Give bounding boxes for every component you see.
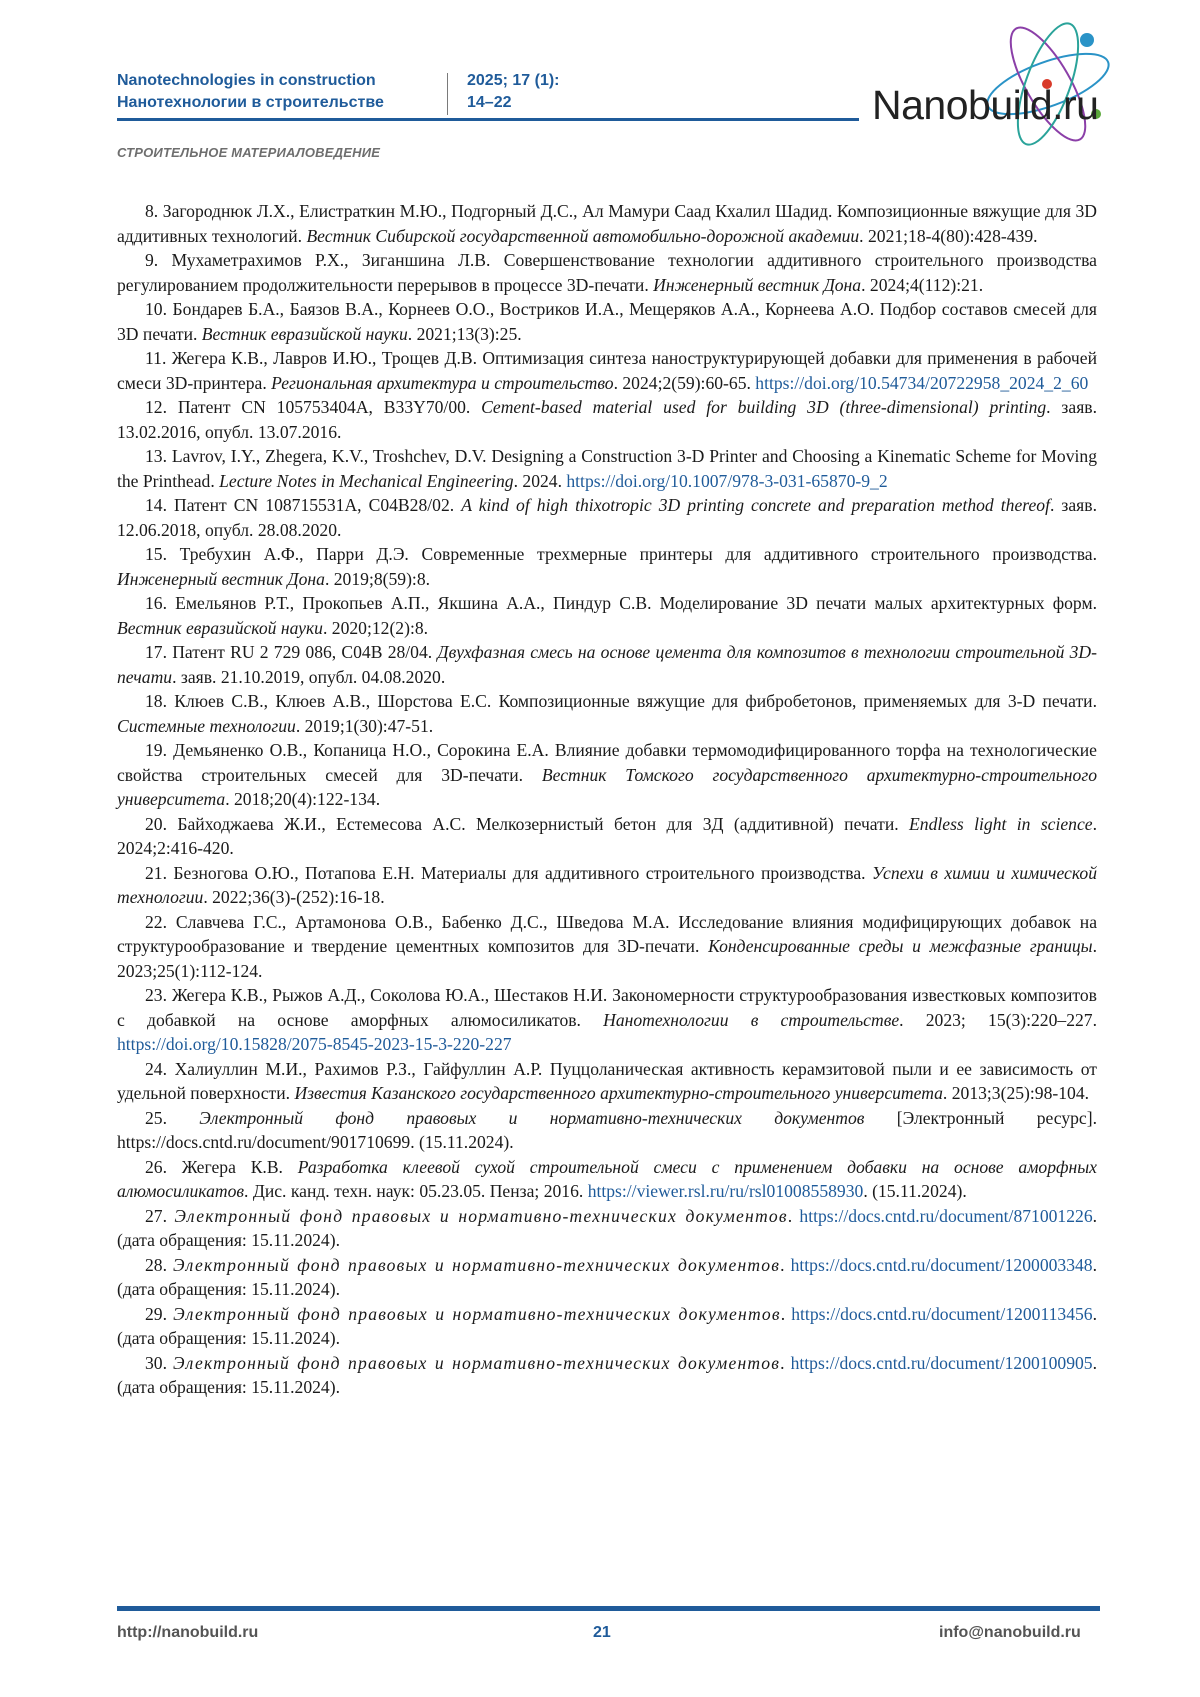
reference-text: .	[780, 1303, 792, 1324]
reference-list	[117, 199, 1097, 1400]
reference-source: Электронный фонд правовых и нормативно-технических документов	[173, 1352, 781, 1373]
reference-source: Endless light in science	[909, 813, 1093, 834]
reference-item	[117, 542, 1097, 591]
reference-text: 9. Мухаметрахимов Р.Х., Зиганшина Л.В. Совершенствование технологии аддитивного строительного производства регулированием продолжительности перерывов в процессе 3D-печати.	[117, 250, 1097, 295]
reference-source: Успехи в химии и химической технологии	[117, 862, 1097, 907]
footer-site-link[interactable]: http://nanobuild.ru	[117, 1624, 259, 1641]
reference-source: Разработка клеевой сухой строительной смеси с применением добавки на основе аморфных алюмосиликатов	[117, 1156, 1097, 1201]
reference-text: 8. Загороднюк Л.Х., Елистраткин М.Ю., Подгорный Д.С., Ал Мамури Саад Кхалил Шадид. Композиционные вяжущие для 3D аддитивных технологий.	[117, 201, 1097, 246]
reference-text: . 2023; 15(3):220–227.	[899, 1009, 1097, 1030]
reference-source: Вестник Томского государственного архитектурно-строительного университета	[117, 764, 1097, 809]
reference-text: 27.	[145, 1205, 175, 1226]
reference-source: A kind of high thixotropic 3D printing concrete and preparation method thereof	[461, 495, 1050, 515]
reference-source: Системные технологии	[117, 715, 296, 736]
reference-item	[117, 738, 1097, 812]
reference-link[interactable]: https://docs.cntd.ru/document/871001226	[799, 1205, 1093, 1226]
page-header	[0, 0, 1200, 170]
reference-item	[117, 812, 1097, 861]
journal-title-ru: Нанотехнологии в строительстве	[117, 94, 384, 111]
reference-link[interactable]: https://docs.cntd.ru/document/1200100905	[790, 1352, 1093, 1373]
reference-item	[117, 983, 1097, 1057]
reference-item	[117, 248, 1097, 297]
reference-item	[117, 493, 1097, 542]
reference-item	[117, 640, 1097, 689]
reference-text: . (дата обращения: 15.11.2024).	[117, 1352, 1098, 1397]
reference-link[interactable]: https://doi.org/10.54734/20722958_2024_2_60	[755, 372, 1089, 393]
reference-item	[117, 1057, 1097, 1106]
reference-text: . 2022;36(3)-(252):16-18.	[203, 887, 385, 907]
reference-text: . 2021;18-4(80):428-439.	[859, 225, 1038, 246]
reference-item	[117, 199, 1097, 248]
header-divider	[447, 73, 448, 115]
reference-source: Известия Казанского государственного архитектурно-строительного университета	[294, 1083, 943, 1103]
reference-item	[117, 910, 1097, 984]
reference-source: Вестник евразийской науки	[201, 323, 408, 344]
reference-text: . Дис. канд. техн. наук: 05.23.05. Пенза; 2016.	[244, 1181, 588, 1201]
reference-source: Lecture Notes in Mechanical Engineering	[219, 470, 514, 491]
reference-item	[117, 861, 1097, 910]
reference-item	[117, 591, 1097, 640]
reference-link[interactable]: https://viewer.rsl.ru/ru/rsl01008558930	[587, 1181, 864, 1201]
reference-item	[117, 297, 1097, 346]
issue-volume: 2025; 17 (1):	[467, 72, 560, 89]
footer-email-link[interactable]: info@nanobuild.ru	[939, 1624, 1081, 1641]
reference-link[interactable]: https://doi.org/10.15828/2075-8545-2023-15-3-220-227	[117, 1034, 512, 1054]
reference-text: 25.	[145, 1107, 200, 1128]
reference-text: . 2023;25(1):112-124.	[117, 936, 1097, 981]
reference-item	[117, 1106, 1097, 1155]
reference-item	[117, 346, 1097, 395]
reference-text: . 2024;2(59):60-65.	[613, 372, 756, 393]
reference-source: Вестник Сибирской государственной автомобильно-дорожной академии	[306, 225, 860, 246]
reference-text: . 2018;20(4):122-134.	[225, 789, 381, 809]
reference-text: 11. Жегера К.В., Лавров И.Ю., Трощев Д.В. Оптимизация синтеза наноструктурирующей добавки для применения в рабочей смеси 3D-принтера.	[117, 348, 1097, 393]
reference-text: . (15.11.2024).	[863, 1181, 967, 1201]
logo-text: Nanobuild.ru	[872, 82, 1099, 128]
reference-source: Электронный фонд правовых и нормативно-технических документов	[174, 1205, 788, 1226]
reference-text: 14. Патент CN 108715531A, C04B28/02.	[145, 495, 462, 515]
reference-text: 30.	[145, 1352, 174, 1373]
reference-text: 26. Жегера К.В.	[145, 1156, 298, 1177]
reference-text: . (дата обращения: 15.11.2024).	[117, 1303, 1098, 1348]
reference-source: Электронный фонд правовых и нормативно-технических документов	[199, 1107, 865, 1128]
reference-source: Региональная архитектура и строительство	[271, 372, 614, 393]
reference-item	[117, 1302, 1097, 1351]
reference-text: 28.	[145, 1254, 174, 1275]
reference-source: Двухфазная смесь на основе цемента для композитов в технологии строительной 3D-печати	[117, 642, 1097, 687]
reference-text: . (дата обращения: 15.11.2024).	[117, 1205, 1098, 1250]
reference-source: Инженерный вестник Дона	[653, 274, 862, 295]
reference-text: . 2019;1(30):47-51.	[295, 715, 434, 736]
reference-text: 20. Байходжаева Ж.И., Естемесова А.С. Мелкозернистый бетон для 3Д (аддитивной) печати.	[145, 813, 910, 834]
reference-text: 24. Халиуллин М.И., Рахимов Р.З., Гайфуллин А.Р. Пуццоланическая активность керамзитовой пыли и ее зависимость от удельной поверхности.	[117, 1058, 1097, 1103]
reference-text: 12. Патент CN 105753404A, B33Y70/00.	[145, 397, 482, 417]
section-title: СТРОИТЕЛЬНОЕ МАТЕРИАЛОВЕДЕНИЕ	[117, 145, 381, 160]
reference-text: 19. Демьяненко О.В., Копаница Н.О., Сорокина Е.А. Влияние добавки термомодифицированного торфа на технологические свойства строительных смесей для 3D-печати.	[117, 740, 1097, 785]
reference-text: 29.	[145, 1303, 174, 1324]
reference-link[interactable]: https://docs.cntd.ru/document/1200113456	[791, 1303, 1093, 1324]
reference-item	[117, 444, 1097, 493]
reference-text: 16. Емельянов Р.Т., Прокопьев А.П., Якшина А.А., Пиндур С.В. Моделирование 3D печати малых архитектурных форм.	[145, 593, 1097, 613]
reference-text: 23. Жегера К.В., Рыжов А.Д., Соколова Ю.А., Шестаков Н.И. Закономерности структурообразования известковых композитов с добавкой на основе аморфных алюмосиликатов.	[117, 985, 1097, 1030]
reference-text: 22. Славчева Г.С., Артамонова О.В., Бабенко Д.С., Шведова М.А. Исследование влияния модифицирующих добавок на структурообразование и твердение цементных композитов для 3D-печати.	[117, 911, 1097, 956]
reference-source: Электронный фонд правовых и нормативно-технических документов	[173, 1303, 781, 1324]
reference-text: [Электронный ресурс]. https://docs.cntd.ru/document/901710699. (15.11.2024).	[117, 1107, 1098, 1152]
reference-link[interactable]: https://docs.cntd.ru/document/1200003348	[790, 1254, 1093, 1275]
reference-text: . 2024;2:416-420.	[117, 813, 1097, 858]
issue-pages: 14–22	[467, 94, 512, 111]
reference-source: Инженерный вестник Дона	[117, 568, 325, 589]
reference-text: . 2020;12(2):8.	[322, 617, 429, 638]
reference-text: . (дата обращения: 15.11.2024).	[117, 1254, 1098, 1299]
reference-link[interactable]: https://doi.org/10.1007/978-3-031-65870-9_2	[566, 470, 888, 491]
reference-text: 15. Требухин А.Ф., Парри Д.Э. Современные трехмерные принтеры для аддитивного строительного производства.	[145, 544, 1097, 564]
reference-source: Cement-based material used for building 3D (three-dimensional) printing	[481, 397, 1047, 417]
reference-text: . заяв. 21.10.2019, опубл. 04.08.2020.	[172, 666, 446, 687]
reference-text: 10. Бондарев Б.А., Баязов В.А., Корнеев О.О., Востриков И.А., Мещеряков А.А., Корнеева А.О. Подбор составов смесей для 3D печати.	[117, 299, 1097, 344]
page-number: 21	[593, 1624, 611, 1641]
reference-text: . 2024.	[513, 470, 567, 491]
reference-text: . 2013;3(25):98-104.	[942, 1083, 1090, 1103]
nanobuild-logo	[858, 22, 1118, 152]
reference-text: . 2024;4(112):21.	[861, 274, 984, 295]
reference-text: .	[780, 1352, 791, 1373]
footer-rule	[117, 1606, 1100, 1611]
reference-item	[117, 395, 1097, 444]
reference-text: . 2019;8(59):8.	[324, 568, 431, 589]
reference-source: Нанотехнологии в строительстве	[603, 1009, 900, 1030]
reference-source: Вестник евразийской науки	[117, 617, 323, 638]
header-rule	[117, 118, 859, 121]
reference-text: 21. Безногова О.Ю., Потапова Е.Н. Материалы для аддитивного строительного производства.	[145, 862, 873, 883]
reference-text: . заяв. 13.02.2016, опубл. 13.07.2016.	[117, 397, 1097, 442]
reference-text: 17. Патент RU 2 729 086, C04B 28/04.	[145, 642, 438, 662]
reference-item	[117, 1204, 1097, 1253]
reference-item	[117, 689, 1097, 738]
reference-text: .	[780, 1254, 791, 1275]
reference-source: Электронный фонд правовых и нормативно-технических документов	[173, 1254, 781, 1275]
reference-text: .	[787, 1205, 800, 1226]
reference-text: 18. Клюев С.В., Клюев А.В., Шорстова Е.С. Композиционные вяжущие для фибробетонов, применяемых для 3-D печати.	[145, 691, 1097, 711]
reference-item	[117, 1155, 1097, 1204]
journal-titles	[117, 70, 384, 114]
reference-item	[117, 1253, 1097, 1302]
reference-source: Конденсированные среды и межфазные границы	[708, 936, 1093, 956]
reference-text: . 2021;13(3):25.	[407, 323, 522, 344]
reference-item	[117, 1351, 1097, 1400]
reference-text: 13. Lavrov, I.Y., Zhegera, K.V., Troshchev, D.V. Designing a Construction 3-D Printer and Choosing a Kinematic Scheme for Moving the Printhead.	[117, 446, 1097, 491]
issue-info	[467, 70, 560, 114]
reference-text: . заяв. 12.06.2018, опубл. 28.08.2020.	[117, 495, 1097, 540]
journal-title-en: Nanotechnologies in construction	[117, 72, 376, 89]
